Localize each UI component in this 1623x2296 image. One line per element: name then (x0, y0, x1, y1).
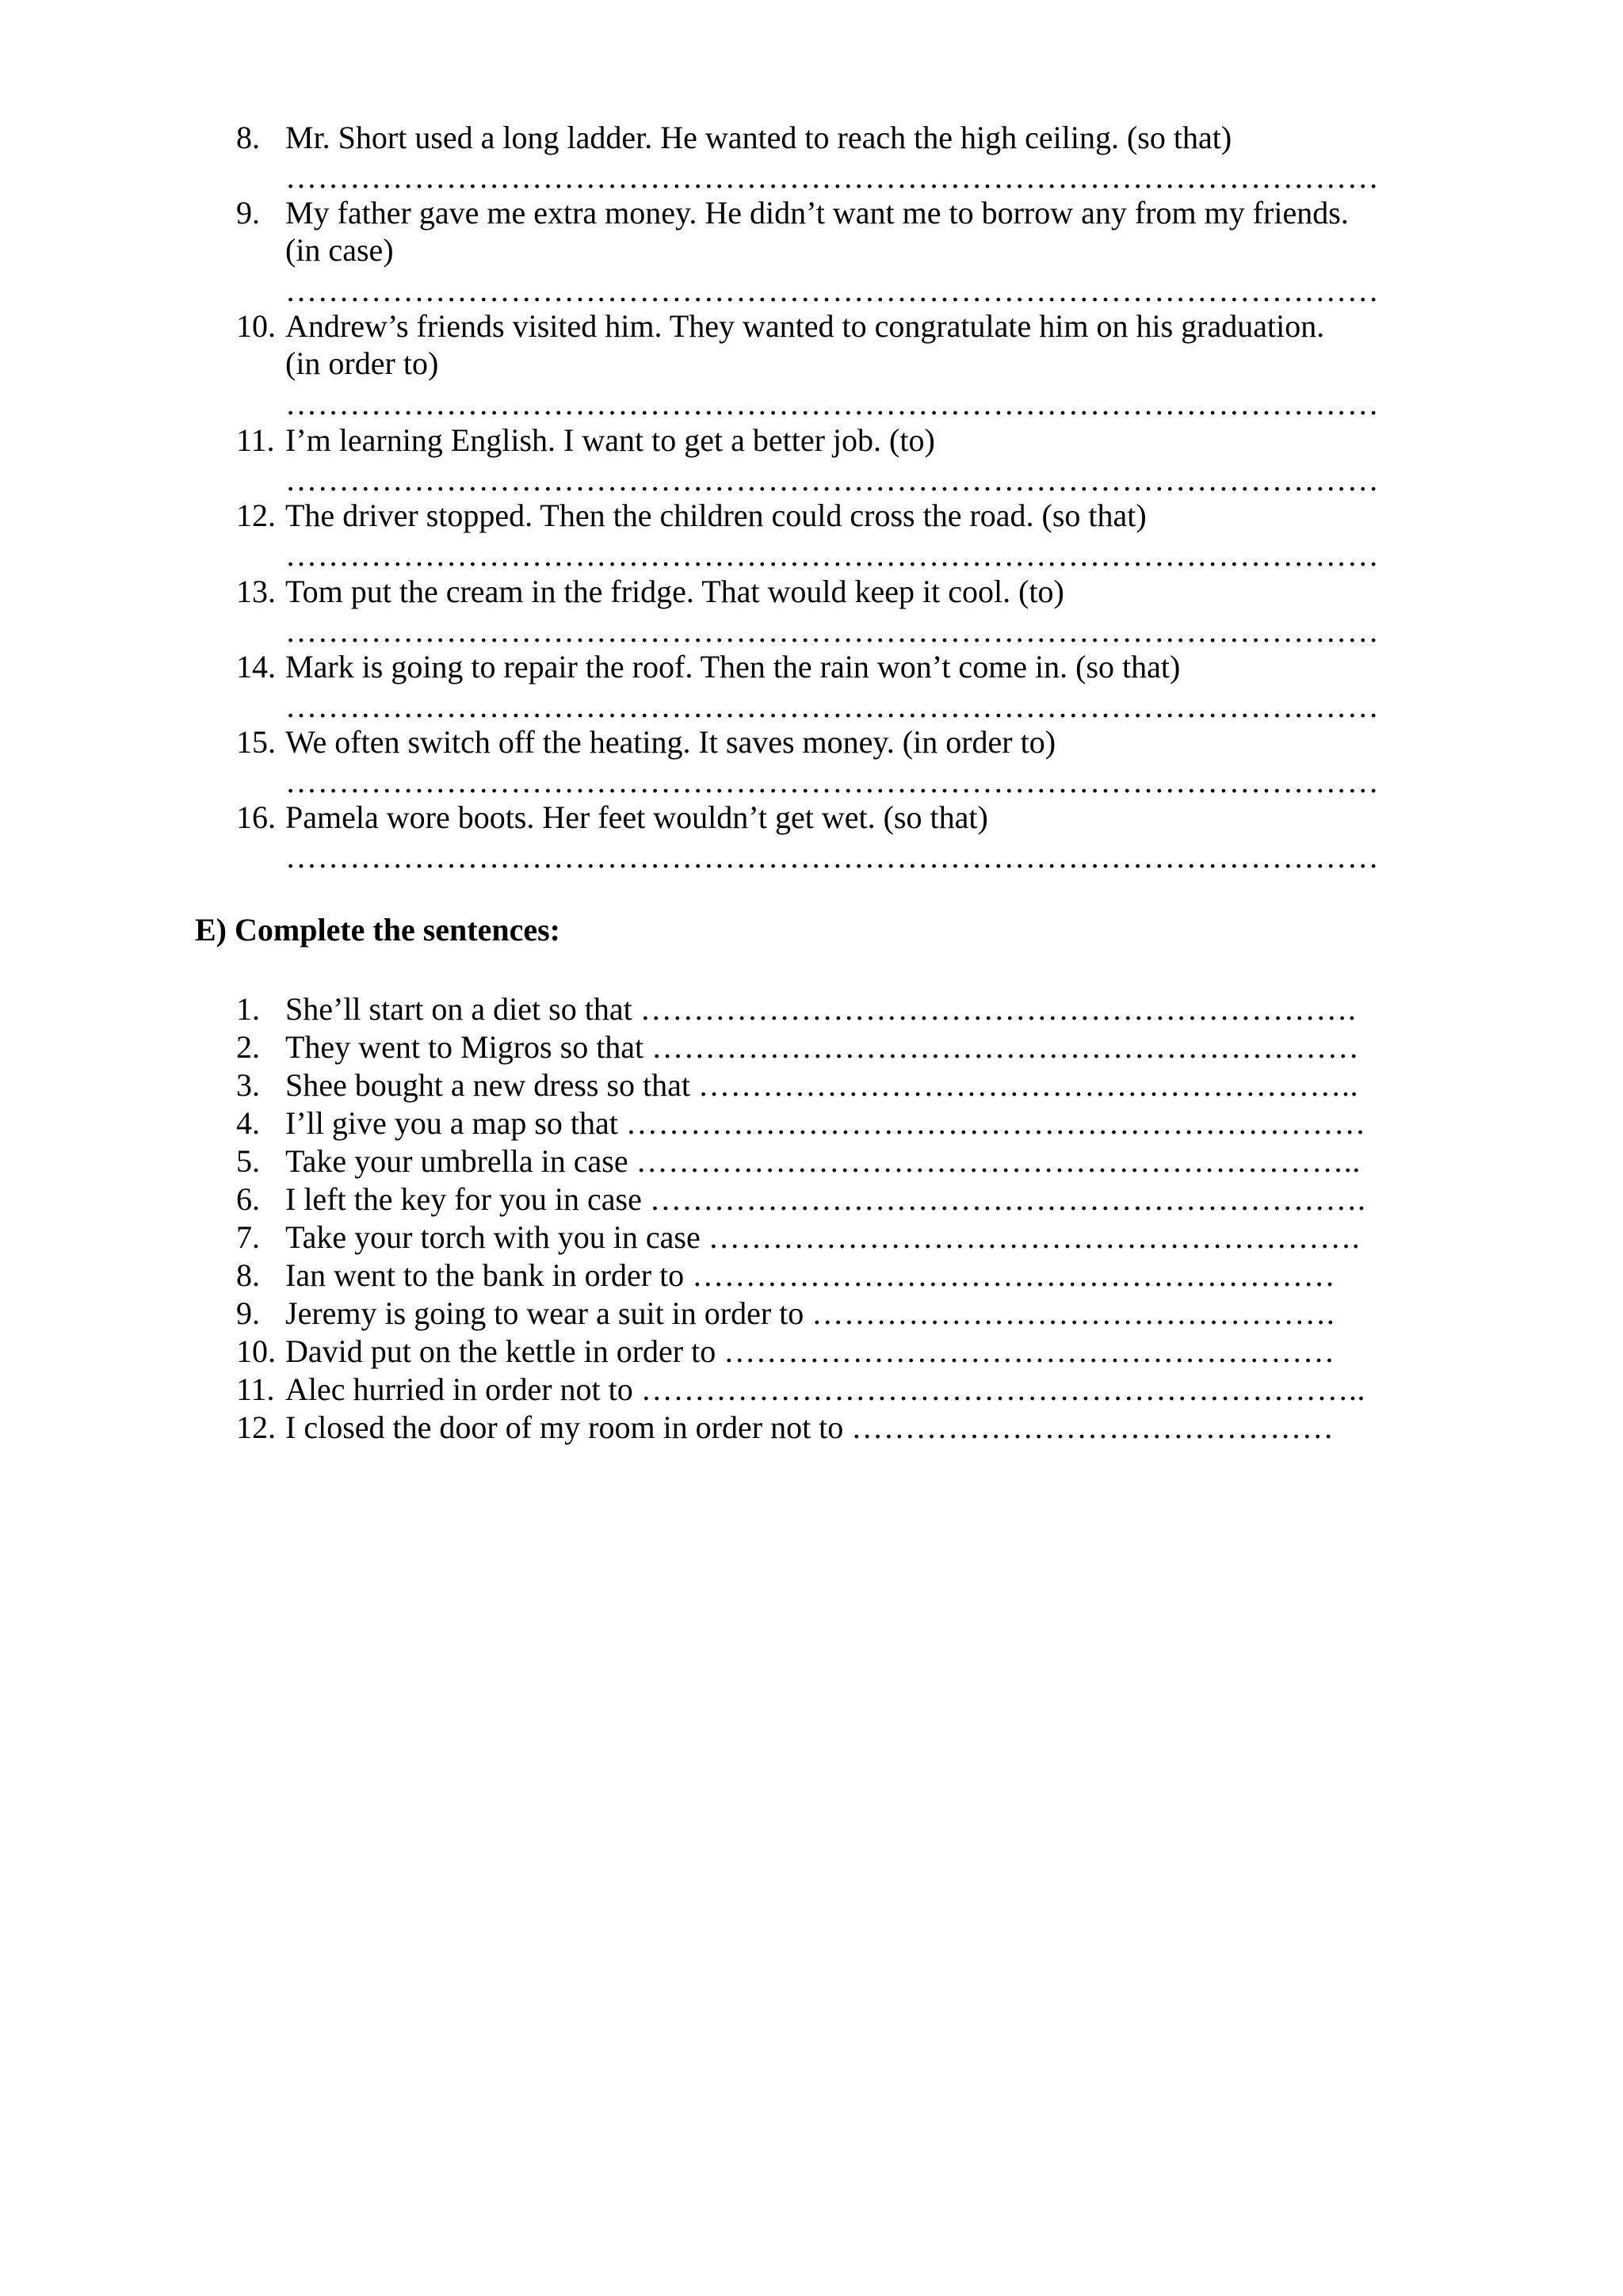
item-stem: I closed the door of my room in order not to (285, 1409, 852, 1445)
answer-blank[interactable]: …………………………………………………… (692, 1257, 1336, 1293)
item-number: 11. (236, 1371, 275, 1407)
item-stem: Take your umbrella in case (285, 1143, 636, 1179)
answer-blank[interactable]: ……………………………………… (851, 1409, 1335, 1445)
item-stem: Shee bought a new dress so that (285, 1067, 699, 1103)
answer-blank[interactable]: …………………………………………………………… (625, 1105, 1366, 1141)
answer-blank[interactable]: …………………………………………………………. (649, 1181, 1366, 1217)
item-sentence: I’m learning English. I want to get a better job. (to) (285, 422, 935, 458)
item-sentence: Andrew’s friends visited him. They wanted to congratulate him on his graduation. (285, 308, 1325, 344)
item-number: 5. (236, 1143, 260, 1179)
answer-blank[interactable]: ………………………………………………………………………………………… (285, 462, 1380, 498)
item-number: 4. (236, 1105, 260, 1141)
item-sentence: Pamela wore boots. Her feet wouldn’t get wet. (so that) (285, 799, 988, 835)
item-number: 16. (236, 799, 276, 835)
item-number: 10. (236, 1333, 276, 1369)
item-stem: Take your torch with you in case (285, 1219, 708, 1255)
item-stem: They went to Migros so that (285, 1029, 652, 1065)
item-sentence: Tom put the cream in the fridge. That would keep it cool. (to) (285, 574, 1064, 609)
answer-blank[interactable]: ………………………………………………… (724, 1333, 1335, 1369)
item-sentence-cue: (in case) (285, 232, 394, 268)
answer-blank[interactable]: ………………………………………………………………………………………… (285, 159, 1380, 195)
item-number: 3. (236, 1067, 260, 1103)
item-number: 11. (236, 422, 275, 458)
item-stem: Jeremy is going to wear a suit in order to (285, 1295, 812, 1331)
answer-blank[interactable]: ………………………………………………………………………………………… (285, 386, 1380, 421)
answer-blank[interactable]: ………………………………………………………………………………………… (285, 537, 1380, 573)
item-sentence: The driver stopped. Then the children could cross the road. (so that) (285, 498, 1147, 533)
item-number: 10. (236, 308, 276, 344)
item-stem: I left the key for you in case (285, 1181, 650, 1217)
item-number: 12. (236, 1409, 276, 1445)
item-number: 7. (236, 1219, 260, 1255)
answer-blank[interactable]: …………………………………………. (812, 1295, 1335, 1331)
item-sentence: Mark is going to repair the roof. Then the rain won’t come in. (so that) (285, 649, 1181, 685)
item-stem: I’ll give you a map so that (285, 1105, 626, 1141)
answer-blank[interactable]: ………………………………………………………………………………………… (285, 613, 1380, 649)
item-number: 6. (236, 1181, 260, 1217)
item-number: 9. (236, 1295, 260, 1331)
item-number: 12. (236, 498, 276, 533)
answer-blank[interactable]: ………………………………………………………………………………………… (285, 688, 1380, 724)
answer-blank[interactable]: ………………………………………………………….. (640, 1371, 1366, 1407)
answer-blank[interactable]: ………………………………………………………………………………………… (285, 273, 1380, 308)
answer-blank[interactable]: …………………………………………………….. (698, 1067, 1359, 1103)
item-stem: Ian went to the bank in order to (285, 1257, 693, 1293)
item-number: 9. (236, 195, 260, 231)
item-number: 14. (236, 649, 276, 685)
item-number: 8. (236, 120, 260, 155)
item-number: 1. (236, 991, 260, 1027)
item-number: 8. (236, 1257, 260, 1293)
answer-blank[interactable]: ………………………………………………………………………………………… (285, 839, 1380, 875)
item-stem: David put on the kettle in order to (285, 1333, 724, 1369)
item-sentence: My father gave me extra money. He didn’t want me to borrow any from my friends. (285, 195, 1349, 231)
item-number: 15. (236, 724, 276, 760)
item-number: 13. (236, 574, 276, 609)
section-e-heading: E) Complete the sentences: (195, 912, 560, 948)
answer-blank[interactable]: ………………………………………………………………………………………… (285, 764, 1380, 799)
answer-blank[interactable]: ………………………………………………………….. (636, 1143, 1361, 1179)
answer-blank[interactable]: …………………………………………………………. (640, 991, 1357, 1027)
answer-blank[interactable]: ………………………………………………………… (651, 1029, 1360, 1065)
item-sentence: Mr. Short used a long ladder. He wanted to reach the high ceiling. (so that) (285, 120, 1232, 155)
item-stem: Alec hurried in order not to (285, 1371, 641, 1407)
item-stem: She’ll start on a diet so that (285, 991, 640, 1027)
item-sentence-cue: (in order to) (285, 345, 439, 381)
item-sentence: We often switch off the heating. It saves money. (in order to) (285, 724, 1056, 760)
item-number: 2. (236, 1029, 260, 1065)
answer-blank[interactable]: ……………………………………………………. (708, 1219, 1361, 1255)
